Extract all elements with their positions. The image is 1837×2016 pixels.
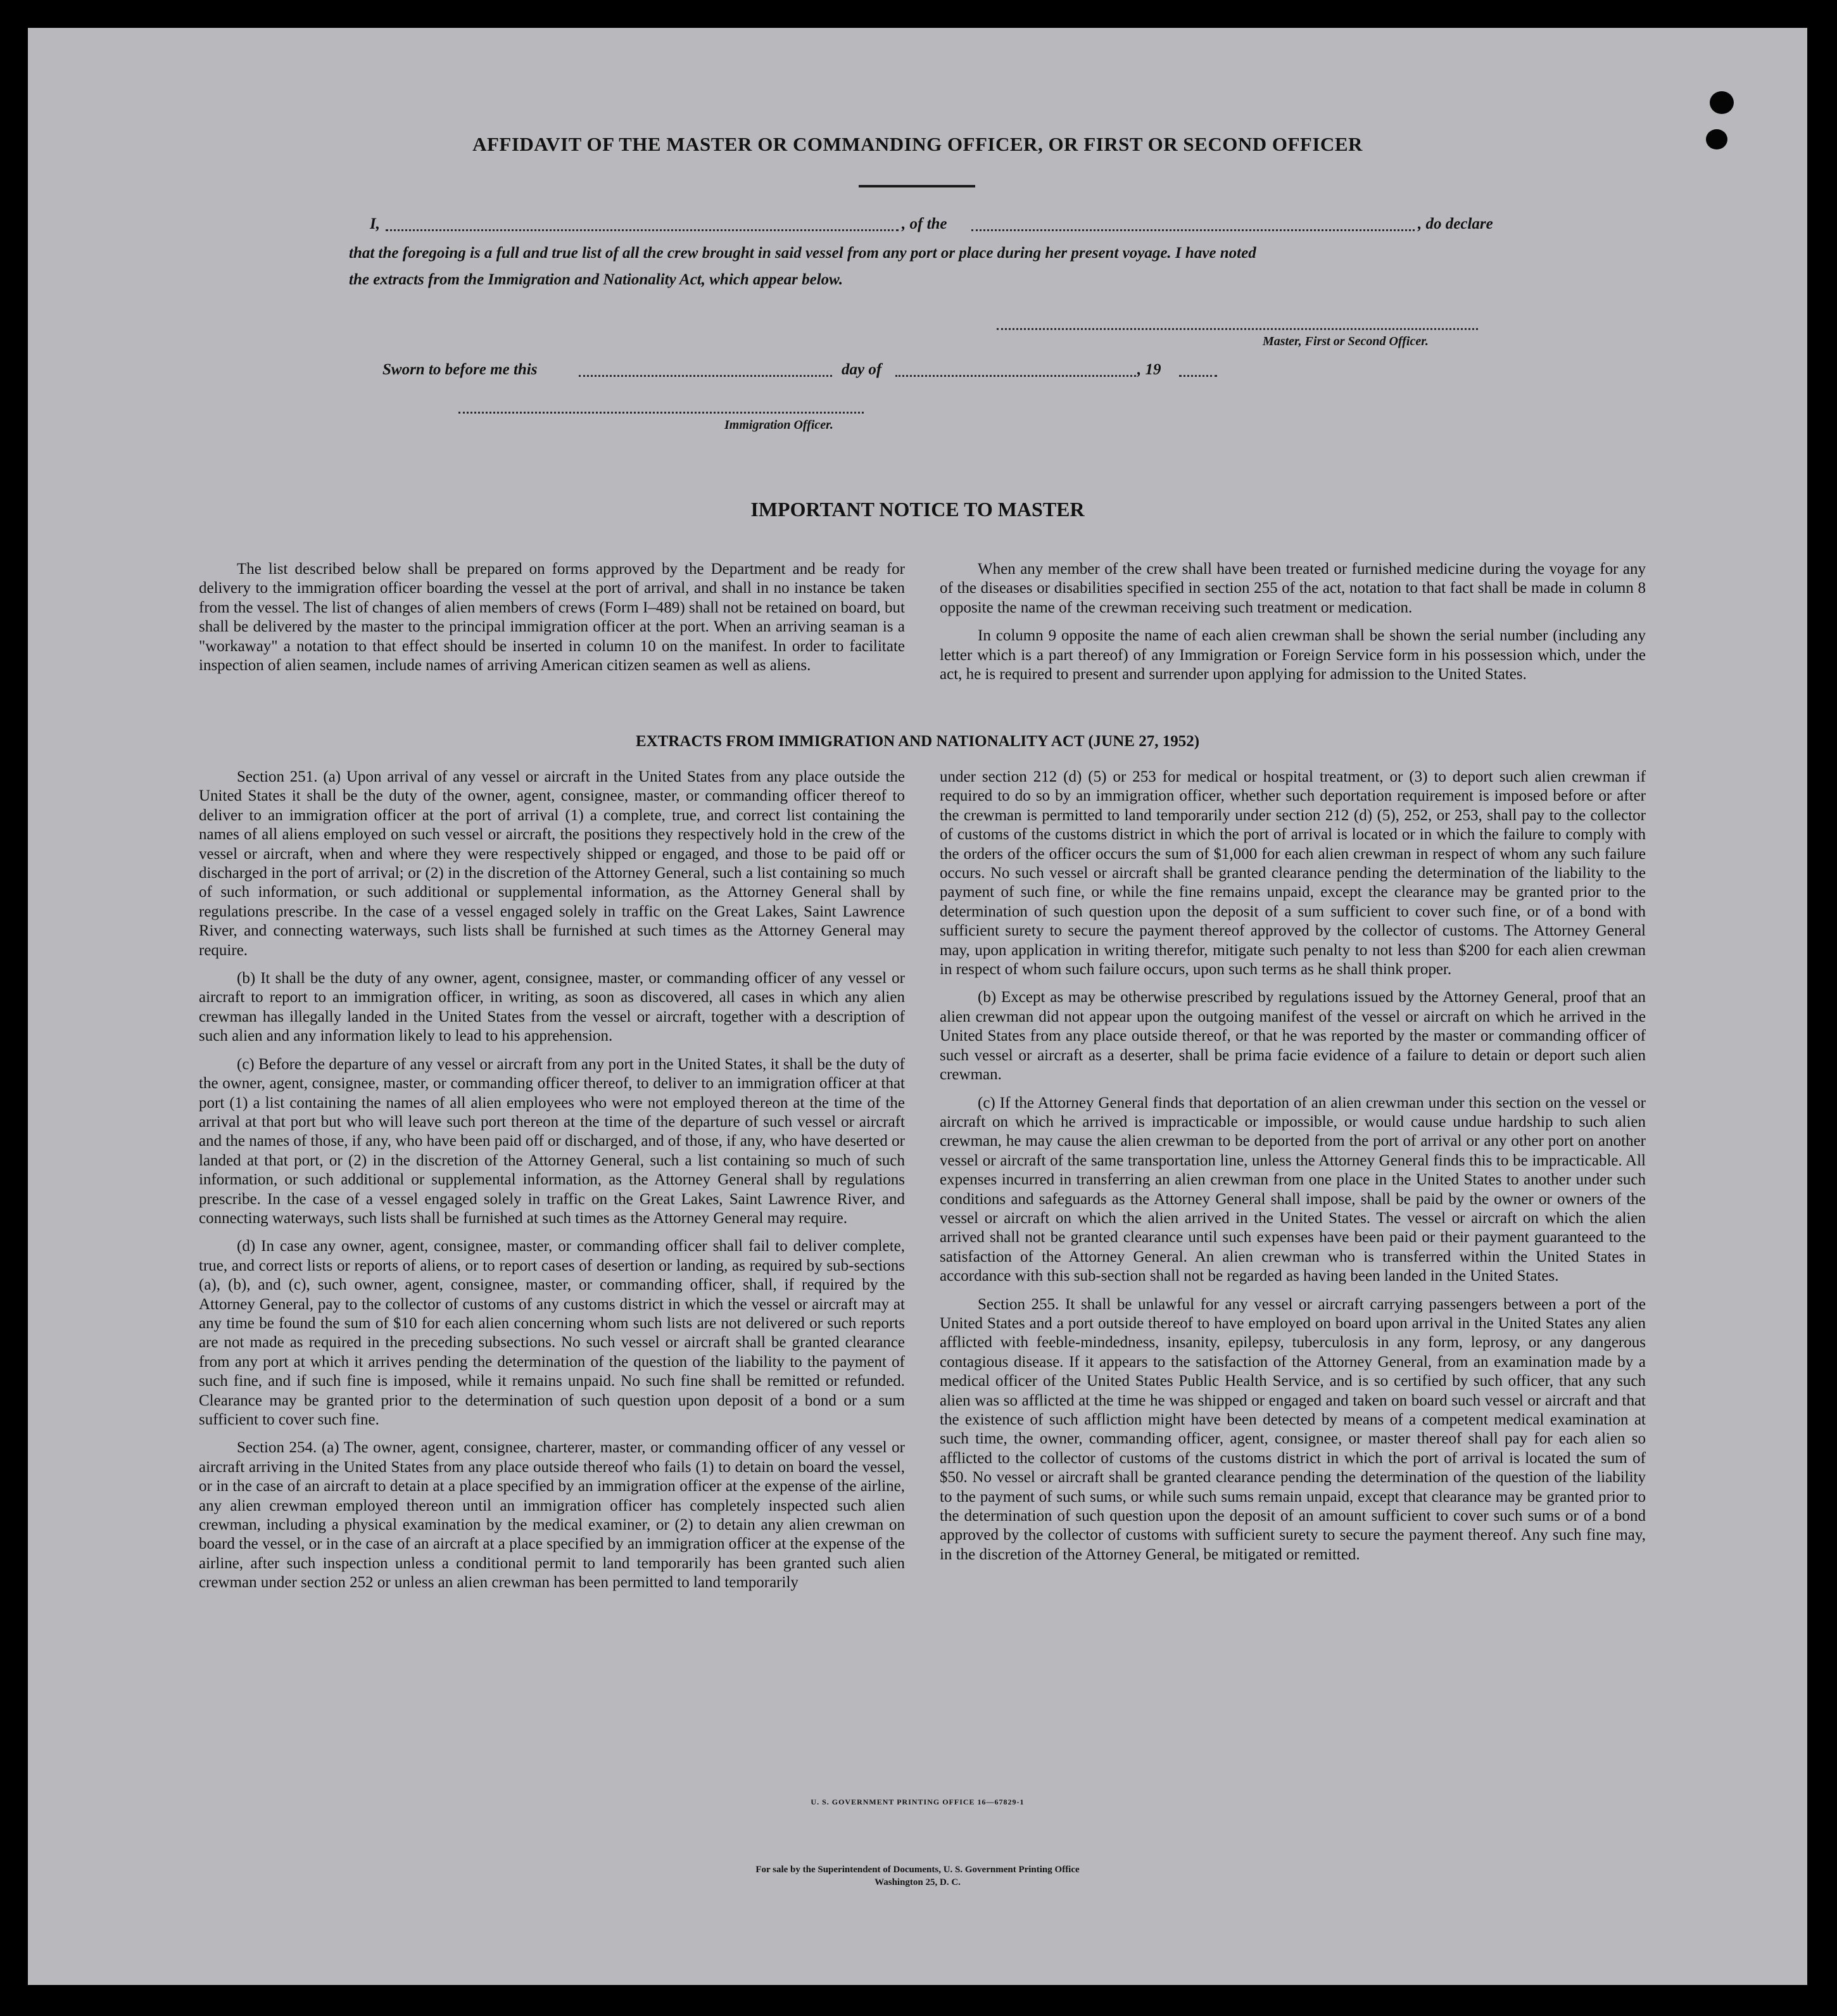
officer-signature-line[interactable] (458, 412, 864, 414)
extracts-right-column (940, 768, 1646, 1573)
statement-line-1: that the foregoing is a full and true list of all the crew brought in said vessel from any port or place during her present voyage. I have noted (349, 244, 1256, 262)
section-paragraph: under section 212 (d) (5) or 253 for medical or hospital treatment, or (3) to deport such alien crewman if required to do so by an immigration officer, whether such deportation requirement is imposed before or after the crewman is permitted to land temporarily under section 212 (d) (5), 252, or 253, shall pay to the collector of customs of the customs district in which the port of arrival is located or in which the failure to comply with the orders of the officer occurs the sum of $1,000 for each alien crewman in respect of whom any such failure occurs. No such vessel or aircraft shall be granted clearance pending the determination of the liability to the payment of such fine, or while the fine remains unpaid, except the clearance may be granted prior to the determination of such question upon the deposit of a sum sufficient to cover such fine, or of a bond with sufficient surety to secure the payment thereof approved by the collector of customs. The Attorney General may, upon application in writing therefor, mitigate such penalty to not less than $200 for each alien crewman in respect of whom such failure occurs, upon such terms as he shall think proper. (940, 768, 1646, 979)
sale-notice-line-2: Washington 25, D. C. (874, 1877, 961, 1887)
vessel-field[interactable] (971, 229, 1415, 231)
notice-paragraph: In column 9 opposite the name of each alien crewman shall be shown the serial number (including any letter which is a part thereof) of any Immigration or Foreign Service form in his possession which, under the act, he is required to present and surrender upon applying for admission to the United States. (940, 627, 1646, 683)
officer-signature-label: Immigration Officer. (724, 418, 833, 432)
notice-left-column (199, 560, 905, 684)
section-paragraph: (c) If the Attorney General finds that deportation of an alien crewman under this section on the vessel or aircraft on which he arrived is impracticable or impossible, or would cause undue hardship to such alien crewman, he may cause the alien crewman to be deported from the port of arrival or any other port on another vessel or aircraft of the same transportation line, unless the Attorney General finds this to be impracticable. All expenses incurred in transferring an alien crewman from one place in the United States to another under such conditions and safeguards as the Attorney General shall impose, shall be paid by the owner or owners of the vessel or aircraft on which the alien arrived in the United States. The vessel or aircraft on which the alien arrived shall not be granted clearance until such expenses have been paid or their payment guaranteed to the satisfaction of the Attorney General. An alien crewman who is transferred within the United States in accordance with this sub-section shall not be regarded as having been landed in the United States. (940, 1094, 1646, 1285)
of-the-label: , of the (902, 215, 947, 232)
notice-title: IMPORTANT NOTICE TO MASTER (750, 498, 1085, 521)
affidavit-title: AFFIDAVIT OF THE MASTER OR COMMANDING OFFICER, OR FIRST OR SECOND OFFICER (472, 133, 1363, 155)
name-field[interactable] (386, 229, 899, 231)
notice-paragraph: When any member of the crew shall have been treated or furnished medicine during the voyage for any of the diseases or disabilities specified in section 255 of the act, notation to that fact shall be made in column 8 opposite the name of the crewman receiving such treatment or medication. (940, 561, 1646, 616)
document-page (28, 28, 1807, 1985)
notice-paragraph: The list described below shall be prepared on forms approved by the Department and be ready for delivery to the immigration officer boarding the vessel at the port of arrival, and shall in no instance be taken from the vessel. The list of changes of alien members of crews (Form I–489) shall not be retained on board, but shall be delivered by the master to the principal immigration officer at the port. When an arriving seaman is a "workaway" a notation to that effect should be inserted in column 10 on the manifest. In order to facilitate inspection of alien seamen, include names of arriving American citizen seamen as well as aliens. (199, 561, 905, 675)
section-paragraph: (c) Before the departure of any vessel or aircraft from any port in the United States, it shall be the duty of the owner, agent, consignee, master, or commanding officer thereof, to deliver to an immigration officer at that port (1) a list containing the names of all alien employees who were not employed thereon at the time of the arrival at that port but who will leave such port thereon at the time of the departure of such vessel or aircraft and the names of those, if any, who have been paid off or discharged, and of those, if any, who have deserted or landed at that port, or (2) in the discretion of the Attorney General, such a list containing so much of such information, or such additional or supplemental information, as the Attorney General shall by regulations prescribe. In the case of a vessel engaged solely in traffic on the Great Lakes, Saint Lawrence River, and connecting waterways, such lists shall be furnished at such times as the Attorney General may require. (199, 1055, 905, 1227)
section-paragraph: Section 251. (a) Upon arrival of any vessel or aircraft in the United States from any place outside the United States it shall be the duty of the owner, agent, consignee, master, or commanding officer thereof to deliver to an immigration officer at the port of arrival (1) a complete, true, and correct list containing the names of all aliens employed on such vessel or aircraft, the positions they respectively hold in the crew of the vessel or aircraft, when and where they were respectively shipped or engaged, and those to be paid off or discharged in the port of arrival; or (2) in the discretion of the Attorney General, such a list containing so much of such information, or such additional or supplemental information, as the Attorney General shall by regulations prescribe. In the case of a vessel engaged solely in traffic on the Great Lakes, Saint Lawrence River, and connecting waterways, such lists shall be furnished at such times as the Attorney General may require. (199, 768, 905, 959)
sworn-label: Sworn to before me this (382, 361, 538, 378)
extracts-left-column (199, 768, 905, 1602)
section-paragraph: (b) It shall be the duty of any owner, agent, consignee, master, or commanding officer of any vessel or aircraft to report to an immigration officer, in writing, as soon as discovered, all cases in which any alien crewman has illegally landed in the United States from the vessel or aircraft, together with a description of such alien and any information likely to lead to his apprehension. (199, 970, 905, 1045)
sworn-year-field[interactable] (1179, 375, 1217, 377)
sworn-day-field[interactable] (579, 375, 832, 377)
printing-office-imprint: U. S. GOVERNMENT PRINTING OFFICE 16—67829-1 (811, 1797, 1025, 1806)
notice-right-column (940, 560, 1646, 693)
do-declare-label: , do declare (1418, 215, 1493, 232)
year-label: , 19 (1137, 361, 1161, 378)
ink-blot (1710, 91, 1734, 114)
i-label: I, (370, 215, 380, 232)
section-paragraph: Section 254. (a) The owner, agent, consignee, charterer, master, or commanding officer of any vessel or aircraft arriving in the United States from any place outside thereof who fails (1) to detain on board the vessel, or in the case of an aircraft to detain at a place specified by an immigration officer at the expense of the airline, any alien crewman employed thereon until an immigration officer has completely inspected such alien crewman, including a physical examination by the medical examiner, or (2) to detain any alien crewman on board the vessel, or in the case of an aircraft at a place specified by an immigration officer at the expense of the airline, after such inspection unless a conditional permit to land temporarily has been granted such alien crewman under section 252 or unless an alien crewman has been permitted to land temporarily (199, 1439, 905, 1592)
title-rule (859, 185, 975, 187)
master-signature-line[interactable] (997, 328, 1478, 330)
master-signature-label: Master, First or Second Officer. (1263, 334, 1429, 348)
statement-line-2: the extracts from the Immigration and Nationality Act, which appear below. (349, 271, 843, 288)
day-of-label: day of (842, 361, 882, 378)
section-paragraph: (d) In case any owner, agent, consignee, master, or commanding officer shall fail to deliver complete, true, and correct lists or reports of aliens, or to report cases of desertion or landing, as required by sub-sections (a), (b), and (c), such owner, agent, consignee, master, or commanding officer, shall, if required by the Attorney General, pay to the collector of customs of any customs district in which the vessel or aircraft may at any time be found the sum of $10 for each alien concerning whom such lists are not delivered or such reports are not made as required in the preceding subsections. No such vessel or aircraft shall be granted clearance from any port at which it arrives pending the determination of the question of the liability to the payment of such fine, and if such fine is imposed, while it remains unpaid. No such fine shall be remitted or refunded. Clearance may be granted prior to the determination of such question upon deposit of a bond or a sum sufficient to cover such fine. (199, 1238, 905, 1428)
section-paragraph: Section 255. It shall be unlawful for any vessel or aircraft carrying passengers between a port of the United States and a port outside thereof to have employed on board upon arrival in the United States any alien afflicted with feeble-mindedness, insanity, epilepsy, tuberculosis in any form, leprosy, or any dangerous contagious disease. If it appears to the satisfaction of the Attorney General, from an examination made by a medical officer of the United States Public Health Service, and is so certified by such officer, that any such alien was so afflicted at the time he was shipped or engaged and taken on board such vessel or aircraft and that the existence of such affliction might have been detected by means of a competent medical examination at such time, the owner, commanding officer, agent, consignee, or master thereof shall pay for each alien so afflicted to the collector of customs of the customs district in which the port of arrival is located the sum of $50. No vessel or aircraft shall be granted clearance pending the determination of the question of the liability to the payment of such sums, or while such sums remain unpaid, except that clearance may be granted prior to the determination of such question upon the deposit of an amount sufficient to cover such sums or of a bond approved by the collector of customs with sufficient surety to secure the payment thereof. Any such fine may, in the discretion of the Attorney General, be mitigated or remitted. (940, 1295, 1646, 1563)
sworn-month-field[interactable] (895, 375, 1136, 377)
sale-notice-line-1: For sale by the Superintendent of Documents, U. S. Government Printing Office (755, 1865, 1080, 1875)
extracts-title: EXTRACTS FROM IMMIGRATION AND NATIONALITY ACT (JUNE 27, 1952) (635, 733, 1200, 750)
section-paragraph: (b) Except as may be otherwise prescribed by regulations issued by the Attorney General, proof that an alien crewman did not appear upon the outgoing manifest of the vessel or aircraft on which he arrived in the United States from any place outside thereof, or that he was reported by the master or commanding officer of such vessel or aircraft as a deserter, shall be prima facie evidence of a failure to detain or deport such alien crewman. (940, 989, 1646, 1084)
